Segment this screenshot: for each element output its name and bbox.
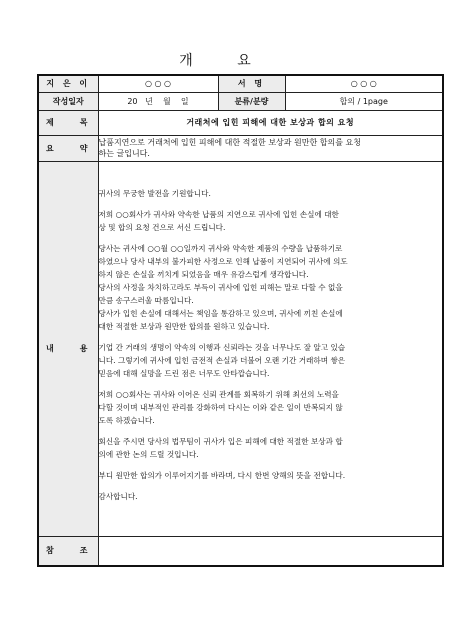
- summary-form-table: [37, 74, 444, 567]
- author-value: ○ ○ ○: [98, 75, 218, 92]
- content-line: 당사의 사정을 차치하고라도 부득이 귀사에 입힌 피해는 말로 다할 수 없을: [98, 282, 343, 292]
- content-line: 회신을 주시면 당사의 법무팀이 귀사가 입은 피해에 대한 적절한 보상과 합: [98, 436, 343, 446]
- subject-value: 거래처에 입힌 피해에 대한 보상과 합의 요청: [98, 110, 443, 135]
- content-line: 하지 않은 손실을 끼치게 되었음을 매우 유감스럽게 생각합니다.: [98, 269, 309, 279]
- content-line: 기업 간 거래의 생명이 약속의 이행과 신뢰라는 것을 너무나도 잘 알고 있습: [98, 342, 346, 352]
- reference-value: [98, 536, 443, 566]
- subject-label: 제 목: [38, 110, 98, 135]
- summary-label: 요 약: [38, 135, 98, 161]
- category-label: 분류/분량: [218, 92, 285, 110]
- content-line: 당사는 귀사에 ○○월 ○○일까지 귀사와 약속한 제품의 수량을 납품하기로: [98, 243, 343, 253]
- content-line: 귀사의 무궁한 발전을 기원합니다.: [98, 188, 211, 198]
- summary-line: 하는 글입니다.: [98, 149, 150, 158]
- content-paragraph: [99, 469, 443, 482]
- author-label: 지 은 이: [38, 75, 98, 92]
- content-line: 니다. 그렇기에 귀사에 입힌 금전적 손실과 더불어 오랜 기간 거래하며 쌓은: [98, 355, 346, 365]
- content-paragraph: [99, 208, 443, 234]
- content-line: 저희 ○○회사는 귀사와 이어온 신뢰 관계를 회복하기 위해 최선의 노력을: [98, 389, 339, 399]
- content-body: [98, 161, 443, 536]
- reference-label: 참 조: [38, 536, 98, 566]
- content-paragraph: [99, 435, 443, 461]
- content-line: 도록 하겠습니다.: [98, 415, 155, 425]
- content-paragraph: [99, 341, 443, 380]
- content-line: 부디 원만한 합의가 이루어지기를 바라며, 다시 한번 양해의 뜻을 전합니다.: [98, 470, 346, 480]
- content-line: 믿음에 대해 실망을 드린 점은 너무도 안타깝습니다.: [98, 368, 270, 378]
- content-paragraph: [99, 388, 443, 427]
- content-line: 저희 ○○회사가 귀사와 약속한 납품의 지연으로 귀사에 입힌 손실에 대한: [98, 209, 339, 219]
- content-line: 상 및 합의 요청 건으로 서신 드립니다.: [98, 222, 226, 232]
- content-paragraph: [99, 187, 443, 200]
- summary-value: [98, 135, 443, 161]
- summary-line: 납품지연으로 거래처에 입힌 피해에 대한 적절한 보상과 원만한 합의를 요청: [98, 138, 361, 147]
- content-label: 내 용: [38, 161, 98, 536]
- content-line: 만큼 송구스러울 따름입니다.: [98, 295, 194, 305]
- signature-value: ○ ○ ○: [285, 75, 443, 92]
- content-paragraph: [99, 490, 443, 503]
- signature-label: 서 명: [218, 75, 285, 92]
- category-value: 합의 / 1page: [285, 92, 443, 110]
- content-line: 감사합니다.: [98, 491, 138, 501]
- date-label: 작성일자: [38, 92, 98, 110]
- content-line: 대한 적절한 보상과 원만한 합의를 원하고 있습니다.: [98, 321, 270, 331]
- content-paragraph: [99, 242, 443, 333]
- content-line: 다할 것이며 내부적인 관리를 강화하여 다시는 이와 같은 일이 반복되지 않: [98, 402, 343, 412]
- content-line: 당사가 입힌 손실에 대해서는 책임을 통감하고 있으며, 귀사에 끼친 손실에: [98, 308, 343, 318]
- date-value: 20 년 월 일: [98, 92, 218, 110]
- document-title: 개 요: [179, 53, 271, 69]
- content-line: 의에 관한 논의 드릴 것입니다.: [98, 449, 199, 459]
- content-line: 하였으나 당사 내부의 불가피한 사정으로 인해 납품이 지연되어 귀사에 의도: [98, 256, 348, 266]
